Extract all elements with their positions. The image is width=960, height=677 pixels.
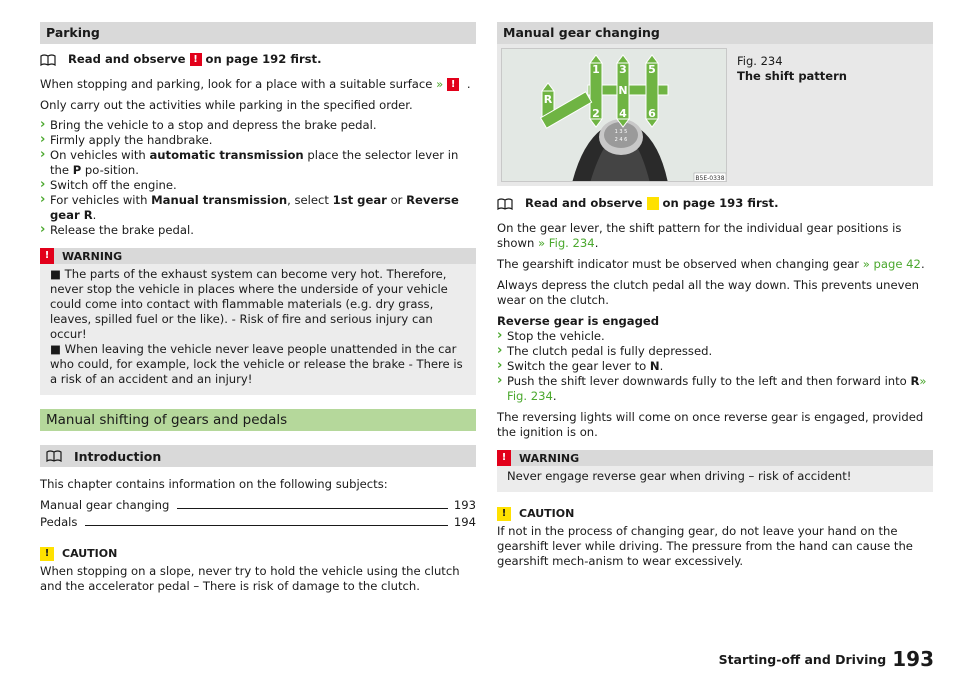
- list-item: › Push the shift lever downwards fully to the left and then forward into R» Fig. 234.: [497, 374, 933, 404]
- figure-code: B5E-0338: [695, 175, 725, 182]
- read-observe-line: Read and observe on page 193 first.: [497, 196, 933, 211]
- warning-ref-icon: !: [190, 53, 202, 66]
- intro-paragraph: This chapter contains information on the following subjects:: [40, 477, 388, 491]
- read-observe-line: Read and observe ! on page 192 first.: [40, 52, 476, 67]
- book-icon: [497, 198, 513, 210]
- intro-section-title: Introduction: [40, 445, 476, 467]
- book-icon: [40, 54, 56, 66]
- warning-ref-icon: !: [447, 78, 459, 91]
- manual-gear-section-title: Manual gear changing: [497, 22, 933, 44]
- warning-body: ■ The parts of the exhaust system can become very hot. Therefore, never stop the vehicle in places where the underside of your vehicle could come into contact with flammable materials (e.g. dry grass, leaves, spilled fuel or the like). - Risk of fire and serious injury can occur! ■ When leaving the vehicle never leave people unattended in the car who could, for example, lock the vehicle or release the brake - There is a risk of an accident and an injury!: [50, 267, 463, 386]
- gear-label-n: N: [618, 84, 628, 97]
- figure-title: The shift pattern: [737, 69, 847, 83]
- reverse-heading: Reverse gear is engaged: [497, 314, 660, 328]
- figure-caption: [727, 48, 857, 182]
- parking-warning-box: [40, 248, 476, 395]
- gear-label-4: 4: [619, 107, 627, 120]
- shift-pattern-figure: [501, 48, 727, 182]
- parking-steps: [40, 118, 476, 238]
- caution-text: If not in the process of changing gear, do not leave your hand on the gearshift lever while driving. The pressure from the hand can cause the gearshift mech-anism to wear excessively.: [497, 524, 913, 568]
- gear-label-r: R: [543, 93, 553, 106]
- reversing-lights-paragraph: The reversing lights will come on once reverse gear is engaged, provided the ignition is on.: [497, 410, 924, 439]
- caution-header: ! CAUTION: [497, 506, 933, 521]
- right-column: [497, 22, 933, 569]
- fig-234-link[interactable]: » Fig. 234: [507, 374, 927, 403]
- gear-label-1: 1: [592, 63, 600, 76]
- warning-header: ! WARNING: [497, 450, 933, 466]
- table-of-contents: [40, 498, 476, 530]
- caution-icon: !: [40, 547, 54, 561]
- only-carry-paragraph: Only carry out the activities while parking in the specified order.: [40, 98, 413, 112]
- list-item: › The clutch pedal is fully depressed.: [497, 344, 933, 359]
- figure-number: Fig. 234: [737, 54, 783, 68]
- left-column: [40, 22, 476, 594]
- toc-row[interactable]: Manual gear changing 193: [40, 498, 476, 512]
- warning-icon: !: [497, 450, 511, 466]
- warning-icon: !: [40, 248, 54, 264]
- list-item: › For vehicles with Manual transmission, select 1st gear or Reverse gear R.: [40, 193, 476, 223]
- list-item: › Switch the gear lever to N.: [497, 359, 933, 374]
- page-42-link[interactable]: » page 42: [862, 257, 921, 271]
- warning-header: ! WARNING: [40, 248, 476, 264]
- stopping-paragraph: When stopping and parking, look for a place with a suitable surface » ! .: [40, 77, 471, 91]
- gear-label-2: 2: [592, 107, 600, 120]
- caution-text: When stopping on a slope, never try to hold the vehicle using the clutch and the accelerator pedal – There is risk of damage to the clutch.: [40, 564, 460, 593]
- list-item: › Switch off the engine.: [40, 178, 476, 193]
- shift-pattern-illustration: [502, 49, 727, 182]
- footer-label: Starting-off and Driving: [718, 652, 887, 667]
- depress-paragraph: Always depress the clutch pedal all the way down. This prevents uneven wear on the clutch.: [497, 278, 919, 307]
- list-item: › Firmly apply the handbrake.: [40, 133, 476, 148]
- warning-body: Never engage reverse gear when driving – risk of accident!: [507, 469, 852, 483]
- gearshift-paragraph: The gearshift indicator must be observed when changing gear » page 42.: [497, 257, 925, 271]
- knob-bottom-label: 2 4 6: [614, 137, 628, 143]
- fig-234-link[interactable]: » Fig. 234: [538, 236, 595, 250]
- gear-label-6: 6: [648, 107, 656, 120]
- page-number: 193: [892, 647, 934, 671]
- figure-234: [497, 44, 933, 186]
- page-footer: [718, 647, 934, 671]
- reverse-steps: [497, 329, 933, 404]
- gear-label-3: 3: [619, 63, 627, 76]
- caution-header: ! CAUTION: [40, 546, 476, 561]
- caution-ref-icon: [647, 197, 659, 210]
- toc-row[interactable]: Pedals 194: [40, 515, 476, 529]
- shift-paragraph: On the gear lever, the shift pattern for the individual gear positions is shown » Fig. 234.: [497, 221, 902, 250]
- stopping-ref-link[interactable]: »: [436, 77, 444, 91]
- list-item: › Bring the vehicle to a stop and depress the brake pedal.: [40, 118, 476, 133]
- list-item: › On vehicles with automatic transmission place the selector lever in the P po-sition.: [40, 148, 476, 178]
- reverse-warning-box: [497, 450, 933, 492]
- knob-top-label: 1 3 5: [614, 129, 628, 135]
- parking-section-title: Parking: [40, 22, 476, 44]
- list-item: › Stop the vehicle.: [497, 329, 933, 344]
- gear-label-5: 5: [648, 63, 656, 76]
- caution-icon: !: [497, 507, 511, 521]
- book-icon: [46, 450, 62, 462]
- chapter-title: Manual shifting of gears and pedals: [40, 409, 476, 431]
- list-item: › Release the brake pedal.: [40, 223, 476, 238]
